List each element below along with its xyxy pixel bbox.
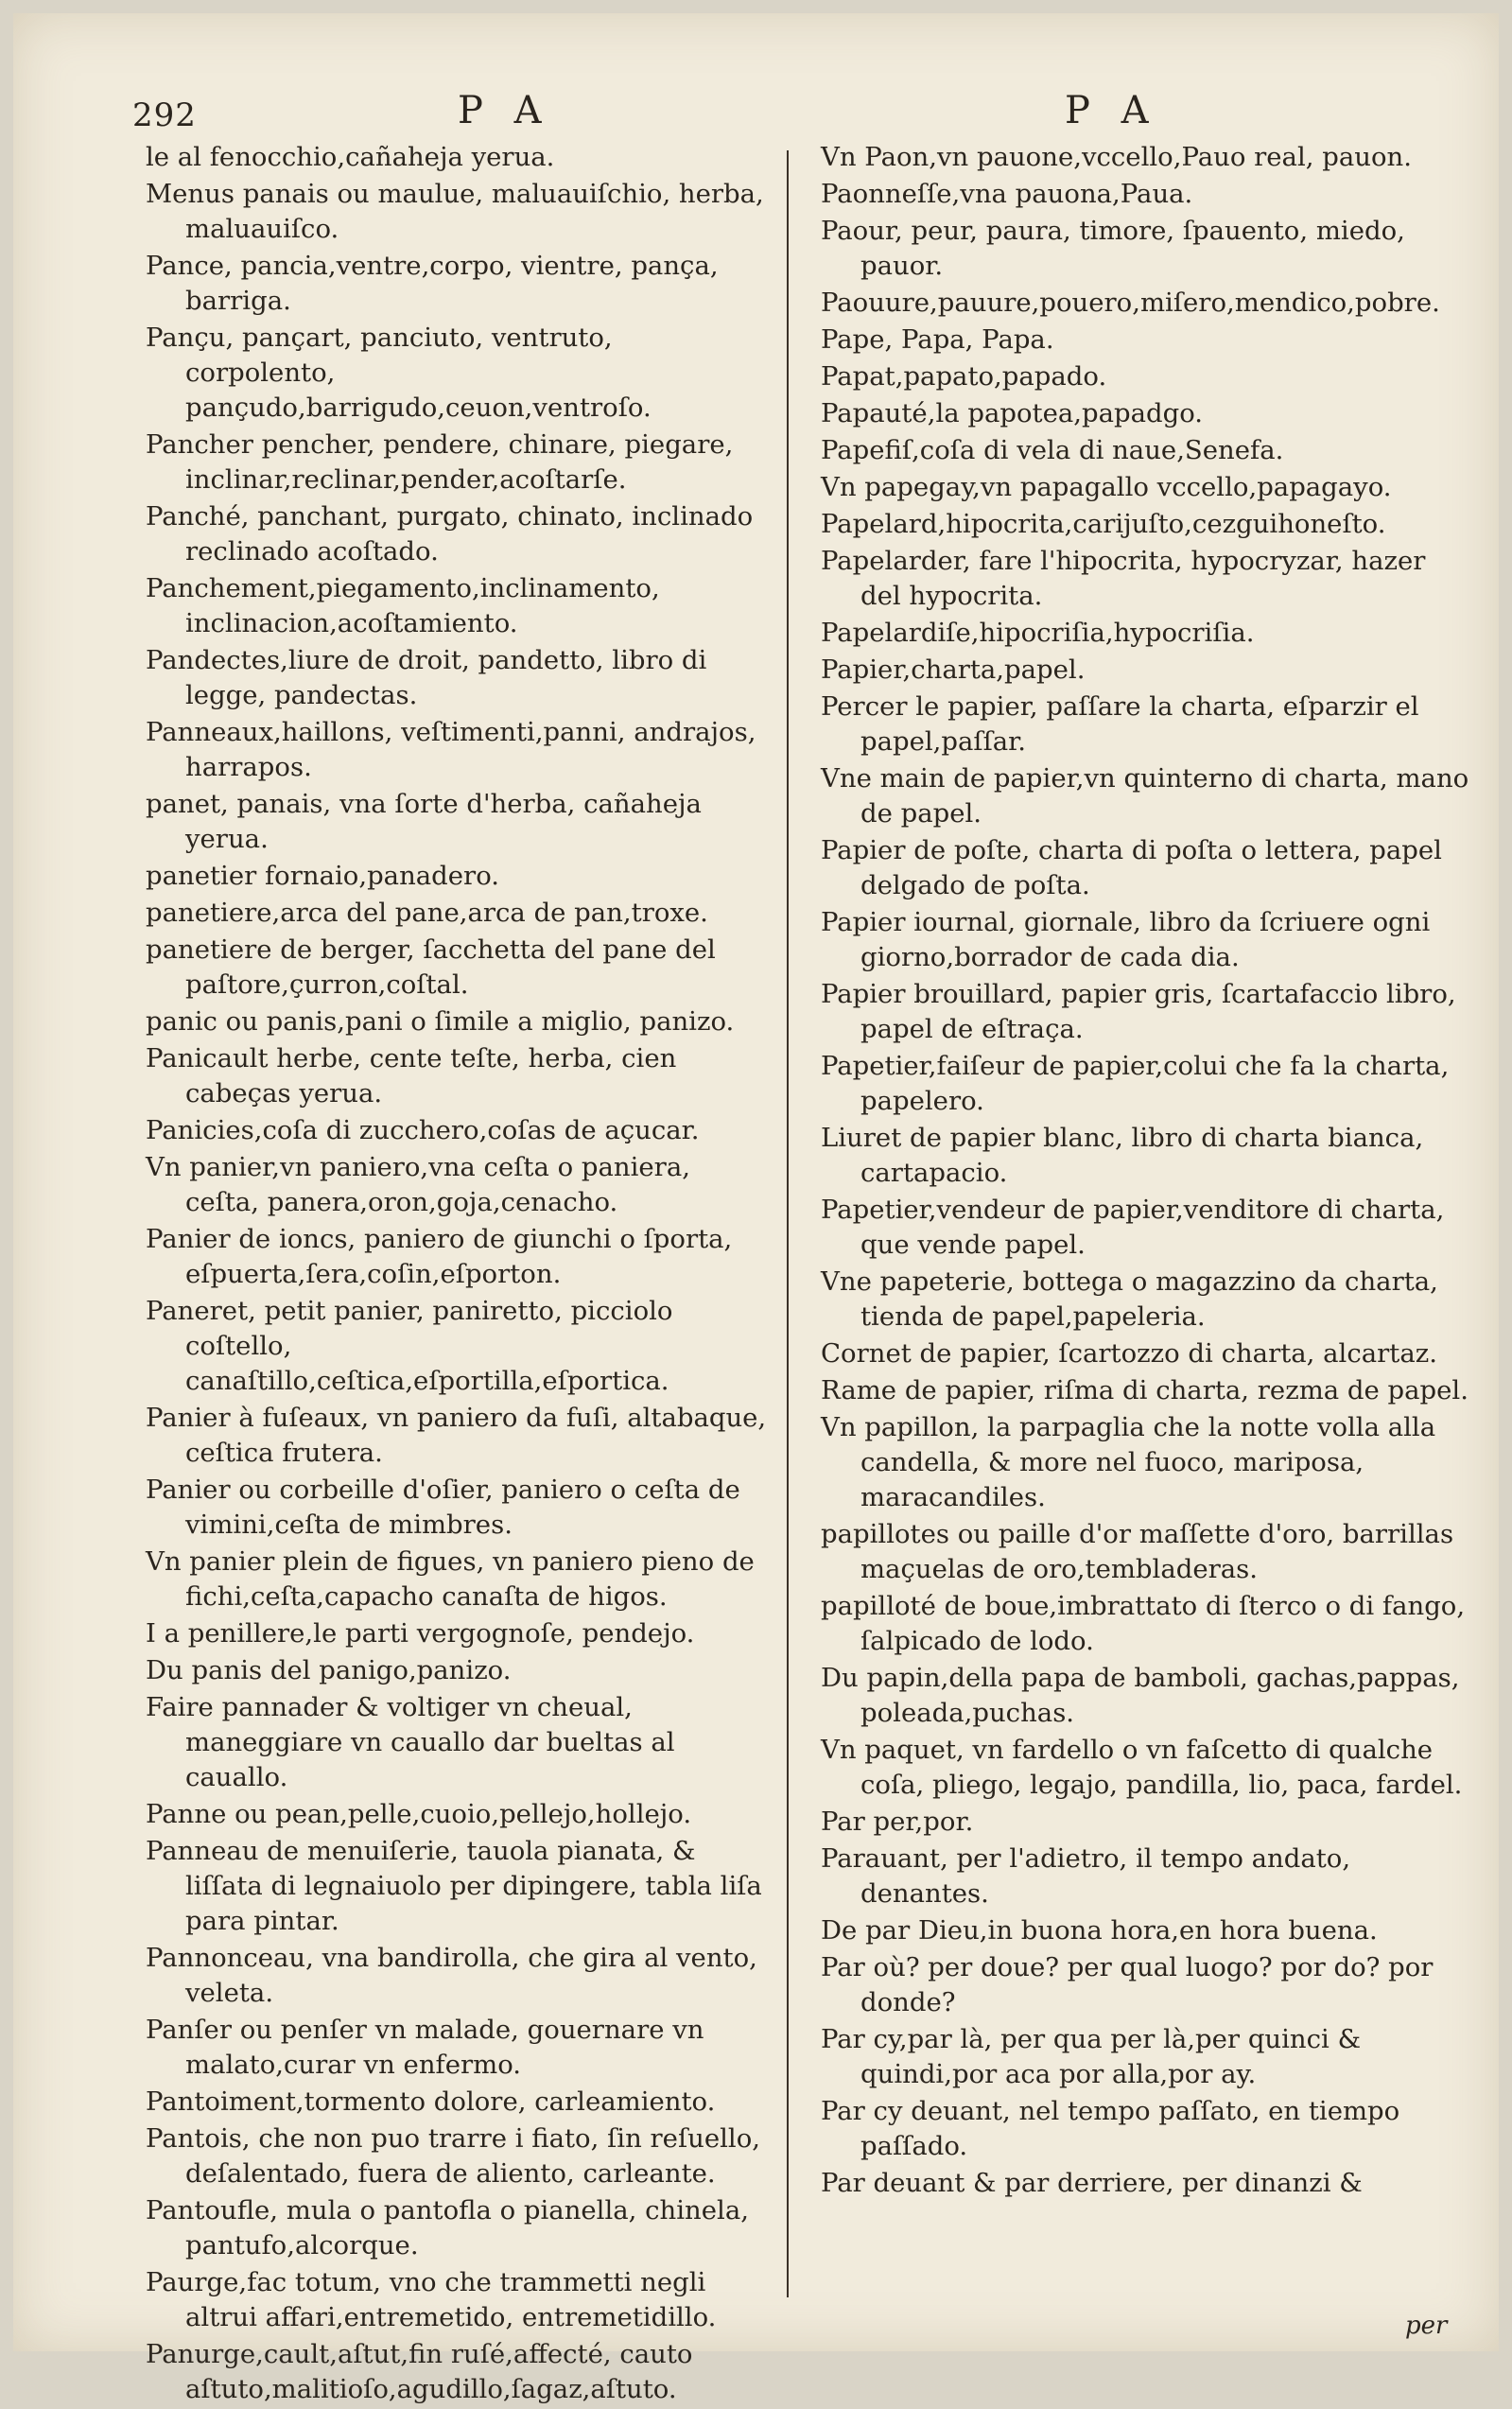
dictionary-entry: Pancher pencher, pendere, chinare, piegare, inclinar,reclinar,pender,acoſtarſe. [146, 429, 734, 495]
dictionary-entry: Pantoiment,tormento dolore, carleamiento. [146, 2086, 716, 2117]
dictionary-entry: Par où? per doue? per qual luogo? por do? por donde? [821, 1952, 1434, 2017]
dictionary-entry: Papier de poſte, charta di poſta o lettera, papel delgado de poſta. [821, 835, 1442, 900]
dictionary-entry: Pantois, che non puo trarre i fiato, ſin reſuello, deſalentado, fuera de aliento, carleante. [146, 2123, 760, 2189]
page-number: 292 [132, 96, 197, 134]
dictionary-entry: panic ou panis,pani o ſimile a miglio, panizo. [146, 1006, 735, 1037]
dictionary-entry: Papier brouillard, papier gris, ſcartafaccio libro, papel de eſtraça. [821, 979, 1456, 1044]
dictionary-entry: De par Dieu,in buona hora,en hora buena. [821, 1915, 1378, 1946]
dictionary-entry: Panſer ou penſer vn malade, gouernare vn malato,curar vn enfermo. [146, 2015, 704, 2080]
dictionary-entry: Panier de ioncs, paniero de giunchi o ſporta, eſpuerta,ſera,coſin,eſporton. [146, 1224, 733, 1289]
dictionary-entry: papillotes ou paille d'or maſſette d'oro, barrillas maçuelas de oro,tembladeras. [821, 1519, 1454, 1584]
dictionary-entry: Pannonceau, vna bandirolla, che gira al vento, veleta. [146, 1943, 757, 2008]
dictionary-entry: Rame de papier, riſma di charta, rezma de papel. [821, 1375, 1469, 1405]
dictionary-entry: Du papin,della papa de bamboli, gachas,pappas, poleada,puchas. [821, 1663, 1460, 1728]
dictionary-entry: Pantoufle, mula o pantofla o pianella, chinela, pantufo,alcorque. [146, 2195, 749, 2261]
dictionary-entry: Paour, peur, paura, timore, ſpauento, miedo, pauor. [821, 216, 1405, 281]
dictionary-entry: Pançu, pançart, panciuto, ventruto, corpolento, pançudo,barrigudo,ceuon,ventroſo. [146, 323, 652, 423]
dictionary-entry: Papefiſ,coſa di vela di naue,Senefa. [821, 435, 1284, 465]
dictionary-entry: Vne main de papier,vn quinterno di charta, mano de papel. [821, 763, 1469, 829]
dictionary-entry: Vn paquet, vn fardello o vn faſcetto di qualche coſa, pliego, legajo, pandilla, lio, paca, fardel. [821, 1735, 1463, 1800]
dictionary-entry: Panier ou corbeille d'oſier, paniero o ceſta de vimini,ceſta de mimbres. [146, 1475, 740, 1540]
dictionary-entry: Du panis del panigo,panizo. [146, 1655, 512, 1685]
dictionary-entry: Vn papegay,vn papagallo vccello,papagayo. [821, 472, 1392, 502]
dictionary-entry: Liuret de papier blanc, libro di charta bianca, cartapacio. [821, 1123, 1424, 1188]
dictionary-entry: Panurge,cault,aſtut,fin ruſé,affecté, cauto aſtuto,malitioſo,agudillo,ſagaz,aſtuto. [146, 2339, 693, 2404]
column-rule [787, 150, 789, 2297]
dictionary-entry: Panne ou pean,pelle,cuoio,pellejo,hollejo. [146, 1799, 692, 1829]
dictionary-entry: Papetier,faiſeur de papier,colui che fa la charta, papelero. [821, 1051, 1450, 1116]
running-head-right: P A [1065, 89, 1158, 132]
dictionary-entry: le al fenocchio,cañaheja yerua. [146, 142, 555, 172]
dictionary-entry: Percer le papier, paſſare la charta, eſparzir el papel,paſſar. [821, 691, 1419, 757]
dictionary-entry: Papetier,vendeur de papier,venditore di charta, que vende papel. [821, 1195, 1445, 1260]
dictionary-entry: Pape, Papa, Papa. [821, 324, 1054, 355]
dictionary-entry: Panché, panchant, purgato, chinato, inclinado reclinado acoſtado. [146, 501, 754, 567]
dictionary-entry: Par cy,par là, per qua per là,per quinci & quindi,por aca por alla,por ay. [821, 2024, 1362, 2089]
dictionary-entry: Vn Paon,vn pauone,vccello,Pauo real, pauon. [821, 142, 1412, 172]
running-head-left: P A [458, 89, 551, 132]
dictionary-entry: Panicault herbe, cente teſte, herba, cien cabeças yerua. [146, 1043, 677, 1108]
dictionary-entry: Vn panier,vn paniero,vna ceſta o paniera, ceſta, panera,oron,goja,cenacho. [146, 1152, 690, 1217]
dictionary-entry: Paonneſſe,vna pauona,Paua. [821, 179, 1193, 209]
dictionary-entry: Papelardiſe,hipocriſia,hypocriſia. [821, 618, 1255, 648]
dictionary-page [13, 13, 1499, 2404]
dictionary-entry: Vne papeterie, bottega o magazzino da charta, tienda de papel,papeleria. [821, 1266, 1438, 1332]
dictionary-entry: Paneret, petit panier, paniretto, picciolo coſtello, canaſtillo,ceſtica,eſportilla,eſportica. [146, 1296, 673, 1396]
dictionary-entry: Cornet de papier, ſcartozzo di charta, alcartaz. [821, 1338, 1437, 1369]
dictionary-entry: Panneau de menuiſerie, tauola pianata, & liſſata di legnaiuolo per dipingere, tabla liſa para pintar. [146, 1836, 762, 1936]
dictionary-entry: Vn papillon, la parpaglia che la notte volla alla candella, & more nel fuoco, mariposa, maracandiles. [821, 1412, 1436, 1512]
dictionary-entry: Pandectes,liure de droit, pandetto, libro di legge, pandectas. [146, 645, 707, 710]
dictionary-entry: Paouure,pauure,pouero,miſero,mendico,pobre. [821, 288, 1440, 318]
dictionary-entry: Panicies,coſa di zucchero,coſas de açucar. [146, 1115, 700, 1145]
dictionary-entry: papilloté de boue,imbrattato di ſterco o di fango, ſalpicado de lodo. [821, 1591, 1466, 1656]
dictionary-entry: Panneaux,haillons, veſtimenti,panni, andrajos, harrapos. [146, 717, 756, 782]
right-column [821, 140, 1473, 2203]
dictionary-entry: Par cy deuant, nel tempo paſſato, en tiempo paſſado. [821, 2096, 1400, 2161]
dictionary-entry: Panchement,piegamento,inclinamento, inclinacion,acoſtamiento. [146, 573, 660, 638]
dictionary-entry: Papauté,la papotea,papadgo. [821, 398, 1204, 428]
dictionary-entry: panetiere de berger, ſacchetta del pane del paſtore,çurron,coſtal. [146, 934, 716, 1000]
dictionary-entry: panetier fornaio,panadero. [146, 861, 500, 891]
dictionary-entry: Papat,papato,papado. [821, 361, 1107, 392]
dictionary-entry: Papelarder, fare l'hipocrita, hypocryzar, hazer del hypocrita. [821, 546, 1426, 611]
dictionary-entry: I a penillere,le parti vergognoſe, pendejo. [146, 1618, 695, 1649]
dictionary-entry: Parauant, per l'adietro, il tempo andato, denantes. [821, 1843, 1351, 1909]
dictionary-entry: Menus panais ou maulue, maluauiſchio, herba, maluauiſco. [146, 179, 764, 244]
dictionary-entry: Papier,charta,papel. [821, 655, 1086, 685]
dictionary-entry: Papelard,hipocrita,carijuſto,cezguihoneſto. [821, 509, 1386, 539]
dictionary-entry: Pance, pancia,ventre,corpo, vientre, pança, barriga. [146, 251, 719, 316]
dictionary-entry: Faire pannader & voltiger vn cheual, maneggiare vn cauallo dar bueltas al cauallo. [146, 1692, 675, 1792]
dictionary-entry: Par per,por. [821, 1807, 974, 1837]
dictionary-entry: Papier iournal, giornale, libro da ſcriuere ogni giorno,borrador de cada dia. [821, 907, 1431, 972]
dictionary-entry: Panier à fuſeaux, vn paniero da fuſi, altabaque, ceſtica frutera. [146, 1403, 767, 1468]
dictionary-entry: Paurge,fac totum, vno che trammetti negli altrui affari,entremetido, entremetidillo. [146, 2267, 717, 2332]
dictionary-entry: panetiere,arca del pane,arca de pan,troxe. [146, 898, 708, 928]
left-column [146, 140, 770, 2409]
dictionary-entry: Vn panier plein de figues, vn paniero pieno de fichi,ceſta,capacho canaſta de higos. [146, 1546, 755, 1612]
dictionary-entry: Par deuant & par derriere, per dinanzi & [821, 2168, 1363, 2198]
catchword: per [1405, 2312, 1448, 2340]
dictionary-entry: panet, panais, vna ſorte d'herba, cañaheja yerua. [146, 789, 702, 854]
